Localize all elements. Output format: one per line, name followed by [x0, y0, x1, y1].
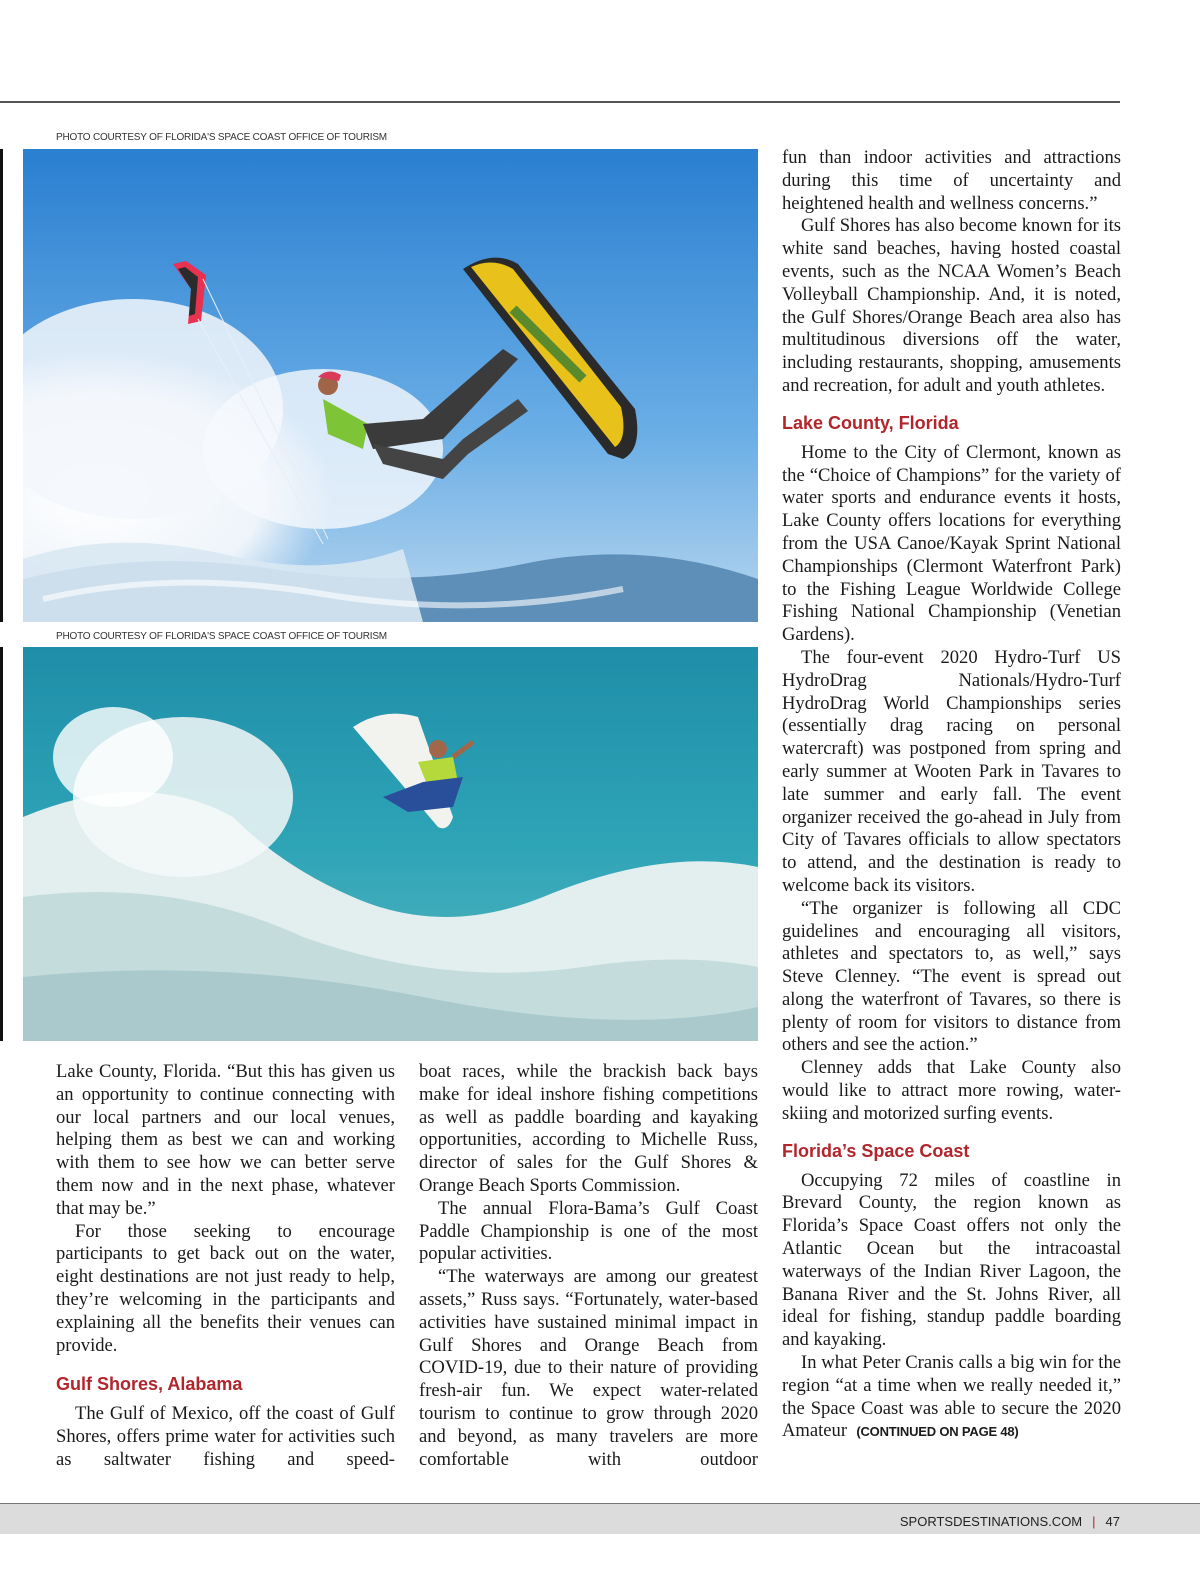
- paragraph-text: In what Peter Cranis calls a big win for the region “at a time when we really needed it,” the Space Coast was able to secure the 2020 Amateur: [782, 1352, 1121, 1442]
- heading-space-coast: Florida’s Space Coast: [782, 1140, 970, 1161]
- paragraph: Clenney adds that Lake County also would like to attract more rowing, water-skiing and motorized surfing events.: [782, 1057, 1121, 1124]
- heading-gulf-shores: Gulf Shores, Alabama: [56, 1374, 243, 1395]
- column-3: [782, 147, 1121, 1444]
- column-2: [419, 1061, 758, 1471]
- paragraph: For those seeking to encourage participants to get back out on the water, eight destinations are not just ready to help, they’re welcoming in the participants and explaining all the benefits their venues can provide.: [56, 1220, 395, 1356]
- paragraph: “The organizer is following all CDC guidelines and encouraging all visitors, athletes and spectators to, as well,” says Steve Clenney. “The event is spread out along the waterfront of Tavares, so there is plenty of room for visitors to distance from others and see the action.”: [782, 897, 1121, 1056]
- left-edge-bar: [0, 647, 3, 1041]
- paragraph-continued: [782, 1352, 1121, 1444]
- footer-separator: |: [1092, 1514, 1096, 1529]
- column-1: [56, 1061, 395, 1472]
- left-edge-bar: [0, 149, 3, 622]
- paragraph: “The waterways are among our greatest assets,” Russ says. “Fortunately, water-based activities have sustained minimal impact in Gulf Shores and Orange Beach from COVID-19, due to their nature of providing fresh-air fun. We expect water-related tourism to continue to grow through 2020 and beyond, as many travelers are more comfortable with outdoor: [419, 1266, 758, 1470]
- paragraph: Home to the City of Clermont, known as the “Choice of Champions” for the variety of water sports and endurance events it hosts, Lake County offers locations for everything from the USA Canoe/Kayak Sprint National Championships (Clermont Waterfront Park) to the Fishing League Worldwide College Fishing National Championship (Venetian Gardens).: [782, 441, 1121, 646]
- paragraph: Occupying 72 miles of coastline in Brevard County, the region known as Florida’s Space Coast offers not only the Atlantic Ocean but the intracoastal waterways of the Indian River Lagoon, the Banana River and the St. Johns River, all ideal for fishing, standup paddle boarding and kayaking.: [782, 1169, 1121, 1351]
- footer-site: SPORTSDESTINATIONS.COM: [899, 1514, 1083, 1529]
- continued-note: (CONTINUED ON PAGE 48): [856, 1424, 1019, 1440]
- paragraph: The four-event 2020 Hydro-Turf US HydroDrag Nationals/Hydro-Turf HydroDrag World Championships series (essentially drag racing on personal watercraft) was postponed from spring and early summer at Wooten Park in Tavares to late summer and early fall. The event organizer received the go-ahead in July from City of Tavares officials to allow spectators to attend, and the destination is ready to welcome back its visitors.: [782, 646, 1121, 896]
- paragraph: The Gulf of Mexico, off the coast of Gulf Shores, offers prime water for activities such as saltwater fishing and speed-: [56, 1403, 395, 1470]
- paragraph: fun than indoor activities and attractions during this time of uncertainty and heightened health and wellness concerns.”: [782, 147, 1121, 214]
- heading-lake-county: Lake County, Florida: [782, 412, 959, 433]
- top-rule: [0, 101, 1120, 103]
- kiteboarder-photo: [23, 149, 758, 622]
- paragraph: boat races, while the brackish back bays make for ideal inshore fishing competitions as well as paddle boarding and kayaking opportunities, according to Michelle Russ, director of sales for the Gulf Shores & Orange Beach Sports Commission.: [419, 1061, 758, 1196]
- page-number: 47: [1105, 1514, 1120, 1529]
- paragraph: Lake County, Florida. “But this has given us an opportunity to continue connecting with our local partners and our local venues, helping them as best we can and working with them to see how we can better serve them now and in the next phase, whatever that may be.”: [56, 1061, 395, 1219]
- surfer-photo: [23, 647, 758, 1041]
- photo-credit-bottom: PHOTO COURTESY OF FLORIDA'S SPACE COAST OFFICE OF TOURISM: [56, 631, 387, 642]
- paragraph: The annual Flora-Bama’s Gulf Coast Paddle Championship is one of the most popular activities.: [419, 1197, 758, 1265]
- photo-credit-top: PHOTO COURTESY OF FLORIDA'S SPACE COAST OFFICE OF TOURISM: [56, 132, 387, 143]
- footer: [900, 1514, 1120, 1529]
- paragraph: Gulf Shores has also become known for its white sand beaches, having hosted coastal events, such as the NCAA Women’s Beach Volleyball Championship. And, it is noted, the Gulf Shores/Orange Beach area also has multitudinous diversions off the water, including restaurants, shopping, amusements and recreation, for adult and youth athletes.: [782, 215, 1121, 396]
